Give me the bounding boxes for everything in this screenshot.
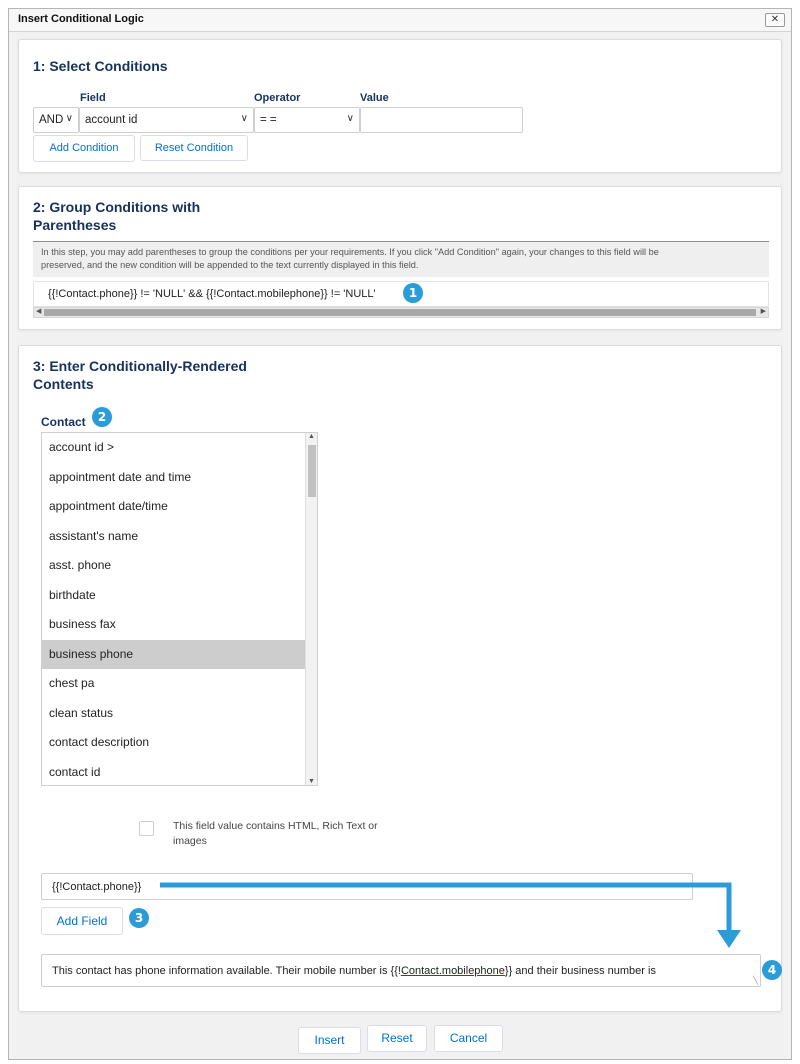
list-item[interactable]: appointment date/time [49, 499, 168, 513]
list-item[interactable]: asst. phone [49, 558, 112, 572]
content-text-after: }} and their business number is [504, 965, 656, 977]
content-text-underlined: Contact.mobilephone [400, 965, 505, 977]
rich-text-checkbox-label [173, 819, 403, 849]
horizontal-scroll-thumb[interactable] [44, 309, 756, 316]
dialog-titlebar [9, 9, 791, 32]
checkbox-label-line1: This field value contains HTML, Rich Text or [173, 820, 378, 832]
list-item[interactable]: assistant's name [49, 528, 138, 543]
reset-condition-button[interactable]: Reset Condition [140, 135, 248, 161]
list-item[interactable]: business fax [49, 617, 116, 631]
close-button[interactable]: ✕ [765, 13, 785, 27]
reset-button[interactable]: Reset [367, 1025, 427, 1052]
dialog-title: Insert Conditional Logic [18, 13, 144, 25]
callout-badge-3: 3 [129, 908, 149, 928]
note-line-2: preserved, and the new condition will be appended to the text currently displayed in this field. [41, 260, 419, 270]
operator-select[interactable] [254, 107, 360, 133]
resize-grip-icon[interactable]: ╲ [753, 976, 758, 985]
section-2-heading [33, 198, 200, 234]
callout-badge-4: 4 [762, 960, 782, 980]
list-item[interactable]: contact description [49, 735, 150, 749]
field-label: Field [80, 92, 106, 104]
list-item[interactable]: appointment date and time [49, 469, 192, 484]
object-label: Contact [41, 415, 86, 429]
merge-field-input[interactable] [41, 873, 693, 900]
section-3-heading-line1: 3: Enter Conditionally-Rendered [33, 358, 247, 374]
merge-field-list [42, 433, 306, 786]
list-item[interactable]: business phone [42, 640, 306, 670]
merge-field-value: {{!Contact.phone}} [52, 881, 142, 893]
cancel-button[interactable]: Cancel [434, 1025, 503, 1052]
content-text-before: This contact has phone information available. Their mobile number is {{! [52, 965, 401, 977]
scroll-down-icon[interactable]: ▼ [308, 778, 315, 785]
section-1-heading: 1: Select Conditions [33, 58, 168, 74]
condition-expression-field[interactable] [33, 281, 769, 307]
value-label: Value [360, 92, 389, 104]
value-input[interactable] [360, 107, 523, 133]
chevron-down-icon: ∨ [240, 113, 248, 124]
insert-button[interactable]: Insert [298, 1027, 361, 1054]
operator-select-value: = = [260, 114, 277, 126]
section-3-heading-line2: Contents [33, 376, 94, 392]
note-line-1: In this step, you may add parentheses to group the conditions per your requirements. If you click "Add Condition" again, your changes to this field will be [41, 247, 659, 257]
group-conditions-panel [18, 186, 782, 330]
list-item[interactable]: contact id [49, 764, 101, 779]
conjunction-value: AND [39, 114, 64, 126]
condition-expression-text: {{!Contact.phone}} != 'NULL' && {{!Contact.mobilephone}} != 'NULL' [48, 288, 376, 300]
merge-field-listbox[interactable] [41, 432, 318, 786]
grouping-help-note [33, 241, 769, 277]
insert-conditional-logic-dialog [8, 8, 792, 1060]
scroll-up-icon[interactable]: ▲ [308, 433, 315, 440]
rich-text-checkbox[interactable] [139, 821, 154, 836]
vertical-scroll-thumb[interactable] [308, 445, 316, 497]
section-2-heading-line2: Parentheses [33, 217, 117, 233]
select-conditions-panel [18, 39, 782, 173]
checkbox-label-line2: images [173, 835, 207, 847]
vertical-scrollbar[interactable] [305, 433, 317, 785]
field-select-value: account id [85, 114, 138, 126]
callout-badge-1: 1 [403, 283, 423, 303]
section-3-heading [33, 357, 247, 393]
list-item[interactable]: birthdate [49, 587, 96, 602]
section-2-heading-line1: 2: Group Conditions with [33, 199, 201, 215]
callout-badge-2: 2 [92, 407, 112, 427]
scroll-right-icon[interactable]: ▶ [760, 308, 766, 315]
scroll-left-icon[interactable]: ◀ [36, 308, 42, 315]
content-text [52, 965, 656, 977]
field-select[interactable] [79, 107, 254, 133]
add-condition-button[interactable]: Add Condition [33, 135, 135, 162]
conjunction-select[interactable] [33, 107, 79, 133]
list-item[interactable]: account id > [49, 440, 115, 454]
chevron-down-icon: ∨ [65, 113, 73, 124]
horizontal-scrollbar[interactable] [33, 307, 769, 318]
list-item[interactable]: clean status [49, 705, 114, 720]
operator-label: Operator [254, 92, 301, 104]
add-field-button[interactable]: Add Field [41, 907, 123, 935]
chevron-down-icon: ∨ [346, 113, 354, 124]
conditional-content-textarea[interactable] [41, 954, 761, 987]
list-item[interactable]: chest pa [49, 676, 95, 690]
